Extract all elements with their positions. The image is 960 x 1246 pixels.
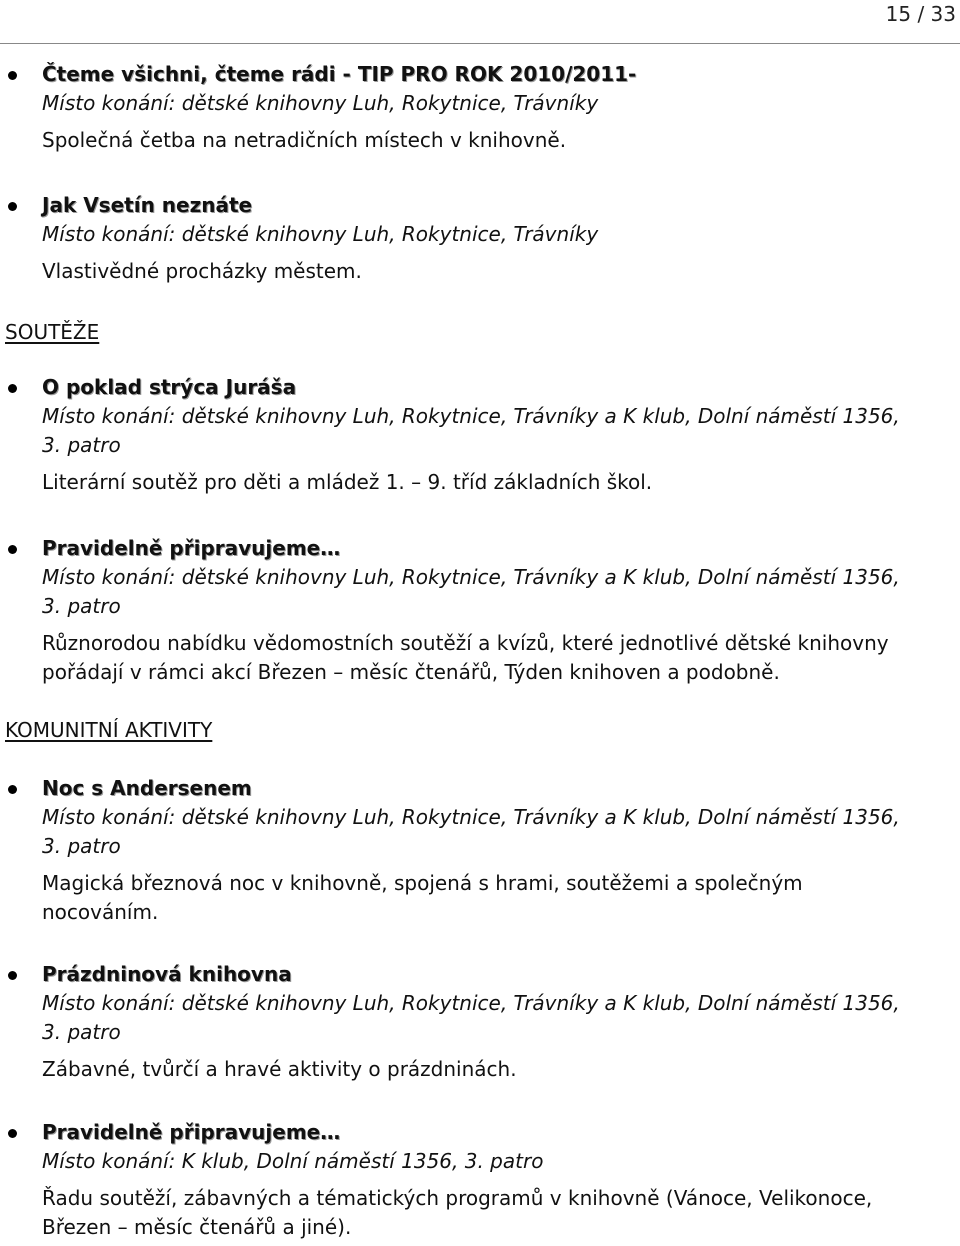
- item-title: Pravidelně připravujeme…: [42, 536, 341, 560]
- header-rule: [0, 43, 960, 44]
- bullet-icon: [8, 785, 17, 794]
- list-item: [42, 534, 952, 687]
- item-title: Noc s Andersenem: [42, 776, 252, 800]
- item-place: Místo konání: K klub, Dolní náměstí 1356, 3. patro: [42, 1149, 544, 1173]
- list-item: [42, 1118, 952, 1242]
- bullet-icon: [8, 71, 17, 80]
- page-number: 15 / 33: [885, 2, 956, 26]
- section-heading: KOMUNITNÍ AKTIVITY: [5, 718, 213, 742]
- bullet-icon: [8, 1129, 17, 1138]
- list-item: [42, 373, 952, 497]
- item-description: Různorodou nabídku vědomostních soutěží a kvízů, které jednotlivé dětské knihovny pořádají v rámci akcí Březen – měsíc čtenářů, Týden knihoven a podobně.: [42, 631, 889, 684]
- section-heading: SOUTĚŽE: [5, 320, 100, 344]
- item-title: O poklad strýca Juráša: [42, 375, 297, 399]
- item-description: Magická březnová noc v knihovně, spojená s hrami, soutěžemi a společným nocováním.: [42, 871, 803, 924]
- item-title: Jak Vsetín neznáte: [42, 193, 253, 217]
- item-description: Zábavné, tvůrčí a hravé aktivity o prázdninách.: [42, 1057, 517, 1081]
- list-item: [42, 774, 952, 927]
- list-item: [42, 60, 952, 155]
- bullet-icon: [8, 971, 17, 980]
- list-item: [42, 960, 952, 1084]
- item-title: Prázdninová knihovna: [42, 962, 292, 986]
- item-description: Společná četba na netradičních místech v knihovně.: [42, 128, 567, 152]
- bullet-icon: [8, 202, 17, 211]
- item-title: Čteme všichni, čteme rádi - TIP PRO ROK 2010/2011-: [42, 62, 637, 86]
- item-place: Místo konání: dětské knihovny Luh, Rokytnice, Trávníky a K klub, Dolní náměstí 1356, 3. patro: [42, 991, 900, 1044]
- item-place: Místo konání: dětské knihovny Luh, Rokytnice, Trávníky: [42, 91, 599, 115]
- item-title: Pravidelně připravujeme…: [42, 1120, 341, 1144]
- list-item: [42, 191, 952, 286]
- item-place: Místo konání: dětské knihovny Luh, Rokytnice, Trávníky a K klub, Dolní náměstí 1356, 3. patro: [42, 565, 900, 618]
- bullet-icon: [8, 384, 17, 393]
- item-place: Místo konání: dětské knihovny Luh, Rokytnice, Trávníky: [42, 222, 599, 246]
- item-description: Literární soutěž pro děti a mládež 1. – 9. tříd základních škol.: [42, 470, 653, 494]
- bullet-icon: [8, 545, 17, 554]
- item-place: Místo konání: dětské knihovny Luh, Rokytnice, Trávníky a K klub, Dolní náměstí 1356, 3. patro: [42, 404, 900, 457]
- item-description: Řadu soutěží, zábavných a tématických programů v knihovně (Vánoce, Velikonoce, Březen – měsíc čtenářů a jiné).: [42, 1186, 873, 1239]
- item-place: Místo konání: dětské knihovny Luh, Rokytnice, Trávníky a K klub, Dolní náměstí 1356, 3. patro: [42, 805, 900, 858]
- item-description: Vlastivědné procházky městem.: [42, 259, 362, 283]
